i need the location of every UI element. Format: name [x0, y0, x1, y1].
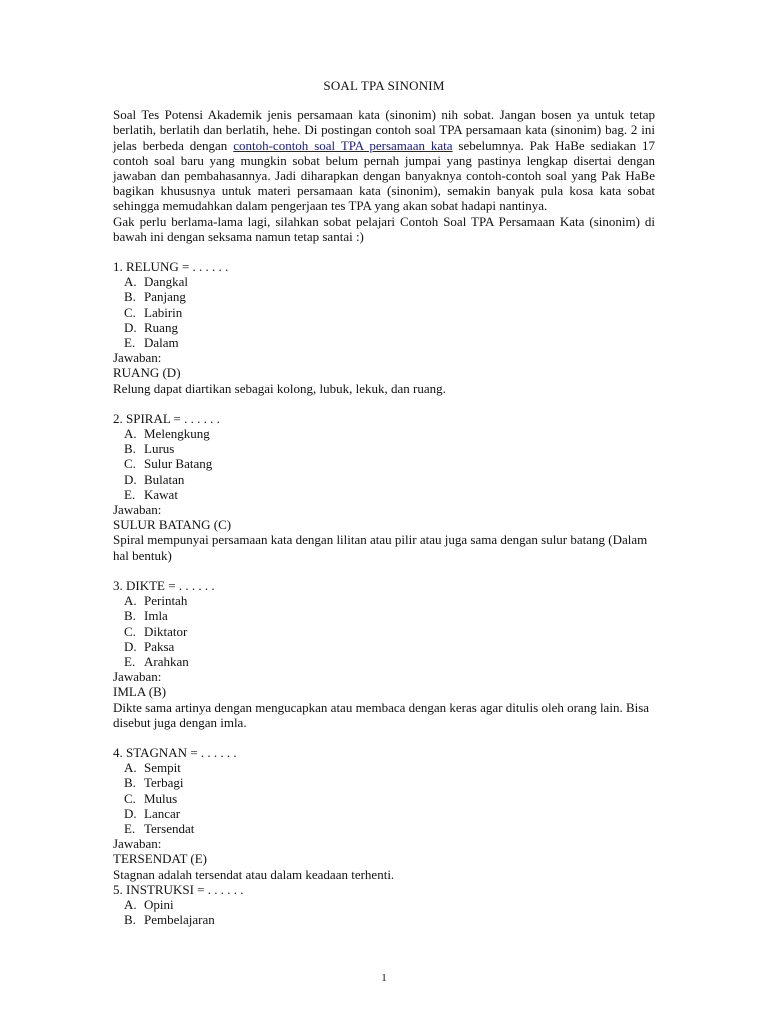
option-letter: C.: [124, 623, 136, 639]
option-text: Arahkan: [144, 653, 189, 669]
option: [124, 335, 655, 350]
explanation: Dikte sama artinya dengan mengucapkan atau membaca dengan keras agar ditulis oleh orang lain. Bisa disebut juga dengan imla.: [113, 699, 650, 730]
answer-label: Jawaban:: [113, 502, 162, 518]
option: [124, 624, 655, 639]
option: [124, 897, 655, 912]
option: [124, 912, 655, 927]
answer: RUANG (D): [113, 365, 181, 381]
previous-post-link[interactable]: contoh-contoh soal TPA persamaan kata: [233, 137, 453, 153]
question-4: [113, 745, 655, 882]
option-letter: B.: [124, 608, 136, 624]
option-letter: A.: [124, 896, 137, 912]
option-text: Lurus: [144, 441, 175, 457]
option-text: Ruang: [144, 319, 178, 335]
option-text: Dangkal: [144, 274, 189, 290]
option-letter: A.: [124, 274, 137, 290]
option: [124, 289, 655, 304]
option-letter: C.: [124, 790, 136, 806]
option-text: Sulur Batang: [144, 456, 213, 472]
question-5: [113, 882, 655, 928]
option-letter: A.: [124, 593, 137, 609]
option-letter: D.: [124, 319, 137, 335]
option: [124, 426, 655, 441]
option-letter: E.: [124, 335, 136, 351]
option: [124, 760, 655, 775]
intro: [113, 107, 655, 244]
option-letter: C.: [124, 456, 136, 472]
option-text: Terbagi: [144, 775, 184, 791]
question-3: [113, 578, 655, 730]
option-text: Lancar: [144, 805, 181, 821]
option: [124, 775, 655, 790]
option-text: Imla: [144, 608, 168, 624]
option: [124, 320, 655, 335]
option: [124, 274, 655, 289]
option-text: Perintah: [144, 593, 188, 609]
answer: SULUR BATANG (C): [113, 517, 232, 533]
question-heading: 1. RELUNG = . . . . . .: [113, 259, 229, 275]
option-letter: E.: [124, 486, 136, 502]
answer-label: Jawaban:: [113, 350, 162, 366]
option: [124, 472, 655, 487]
option: [124, 806, 655, 821]
question-heading: 4. STAGNAN = . . . . . .: [113, 744, 237, 760]
intro-paragraph-2: Gak perlu berlama-lama lagi, silahkan sobat pelajari Contoh Soal TPA Persamaan Kata (sinonim) di bawah ini dengan seksama namun tetap santai :): [113, 213, 655, 244]
intro-paragraph-1: [113, 107, 655, 213]
option: [124, 593, 655, 608]
option-letter: D.: [124, 471, 137, 487]
option: [124, 305, 655, 320]
question-2: [113, 411, 655, 563]
option-text: Mulus: [144, 790, 178, 806]
option-text: Pembelajaran: [144, 912, 215, 928]
option: [124, 791, 655, 806]
option-text: Labirin: [144, 304, 183, 320]
options-list: [113, 897, 655, 927]
question-heading: 3. DIKTE = . . . . . .: [113, 577, 215, 593]
answer: TERSENDAT (E): [113, 851, 208, 867]
answer-label: Jawaban:: [113, 669, 162, 685]
option-text: Paksa: [144, 638, 175, 654]
option: [124, 654, 655, 669]
option: [124, 456, 655, 471]
page-title: SOAL TPA SINONIM: [323, 78, 445, 93]
options-list: [113, 593, 655, 669]
option-letter: D.: [124, 805, 137, 821]
question-heading: 2. SPIRAL = . . . . . .: [113, 410, 220, 426]
option-letter: E.: [124, 653, 136, 669]
explanation: Spiral mempunyai persamaan kata dengan lilitan atau pilir atau juga sama dengan sulur batang (Dalam hal bentuk): [113, 532, 648, 563]
options-list: [113, 426, 655, 502]
option-text: Kawat: [144, 486, 178, 502]
option-letter: B.: [124, 912, 136, 928]
answer: IMLA (B): [113, 684, 167, 700]
option: [124, 441, 655, 456]
page-number: 1: [381, 972, 387, 984]
option-text: Dalam: [144, 335, 179, 351]
explanation: Stagnan adalah tersendat atau dalam keadaan terhenti.: [113, 866, 395, 882]
options-list: [113, 760, 655, 836]
answer-label: Jawaban:: [113, 836, 162, 852]
option-letter: B.: [124, 441, 136, 457]
option-text: Tersendat: [144, 820, 195, 836]
option-letter: C.: [124, 304, 136, 320]
question-1: [113, 259, 655, 396]
option-letter: B.: [124, 289, 136, 305]
option: [124, 487, 655, 502]
intro-text-after-link: sebelumnya. Pak HaBe sediakan 17 contoh soal baru yang mungkin sobat belum pernah jumpai yang pastinya lengkap disertai dengan jawaban dan pembahasannya. Jadi diharapkan dengan banyaknya contoh-contoh soal yang Pak HaBe bagikan khususnya untuk materi persamaan kata (sinonim), semakin banyak pula kosa kata sobat sehingga memudahkan dalam pengerjaan tes TPA yang akan sobat hadapi nantinya.: [113, 137, 655, 214]
option-text: Sempit: [144, 760, 181, 776]
option-text: Diktator: [144, 623, 188, 639]
options-list: [113, 274, 655, 350]
question-heading: 5. INSTRUKSI = . . . . . .: [113, 881, 244, 897]
page-content: [113, 78, 655, 927]
option-text: Opini: [144, 896, 174, 912]
option-text: Panjang: [144, 289, 186, 305]
option-text: Bulatan: [144, 471, 185, 487]
option-letter: D.: [124, 638, 137, 654]
option: [124, 608, 655, 623]
option-letter: A.: [124, 760, 137, 776]
explanation: Relung dapat diartikan sebagai kolong, lubuk, lekuk, dan ruang.: [113, 380, 446, 396]
option-letter: A.: [124, 426, 137, 442]
option-text: Melengkung: [144, 426, 210, 442]
option: [124, 821, 655, 836]
option-letter: B.: [124, 775, 136, 791]
intro-text-before-link: Soal Tes Potensi Akademik jenis persamaan kata (sinonim) nih sobat. Jangan bosen ya untuk tetap berlatih, berlatih dan berlatih, hehe. Di postingan contoh soal TPA persamaan kata (sinonim) bag. 2 ini jelas berbeda dengan: [113, 107, 655, 153]
option: [124, 639, 655, 654]
option-letter: E.: [124, 820, 136, 836]
